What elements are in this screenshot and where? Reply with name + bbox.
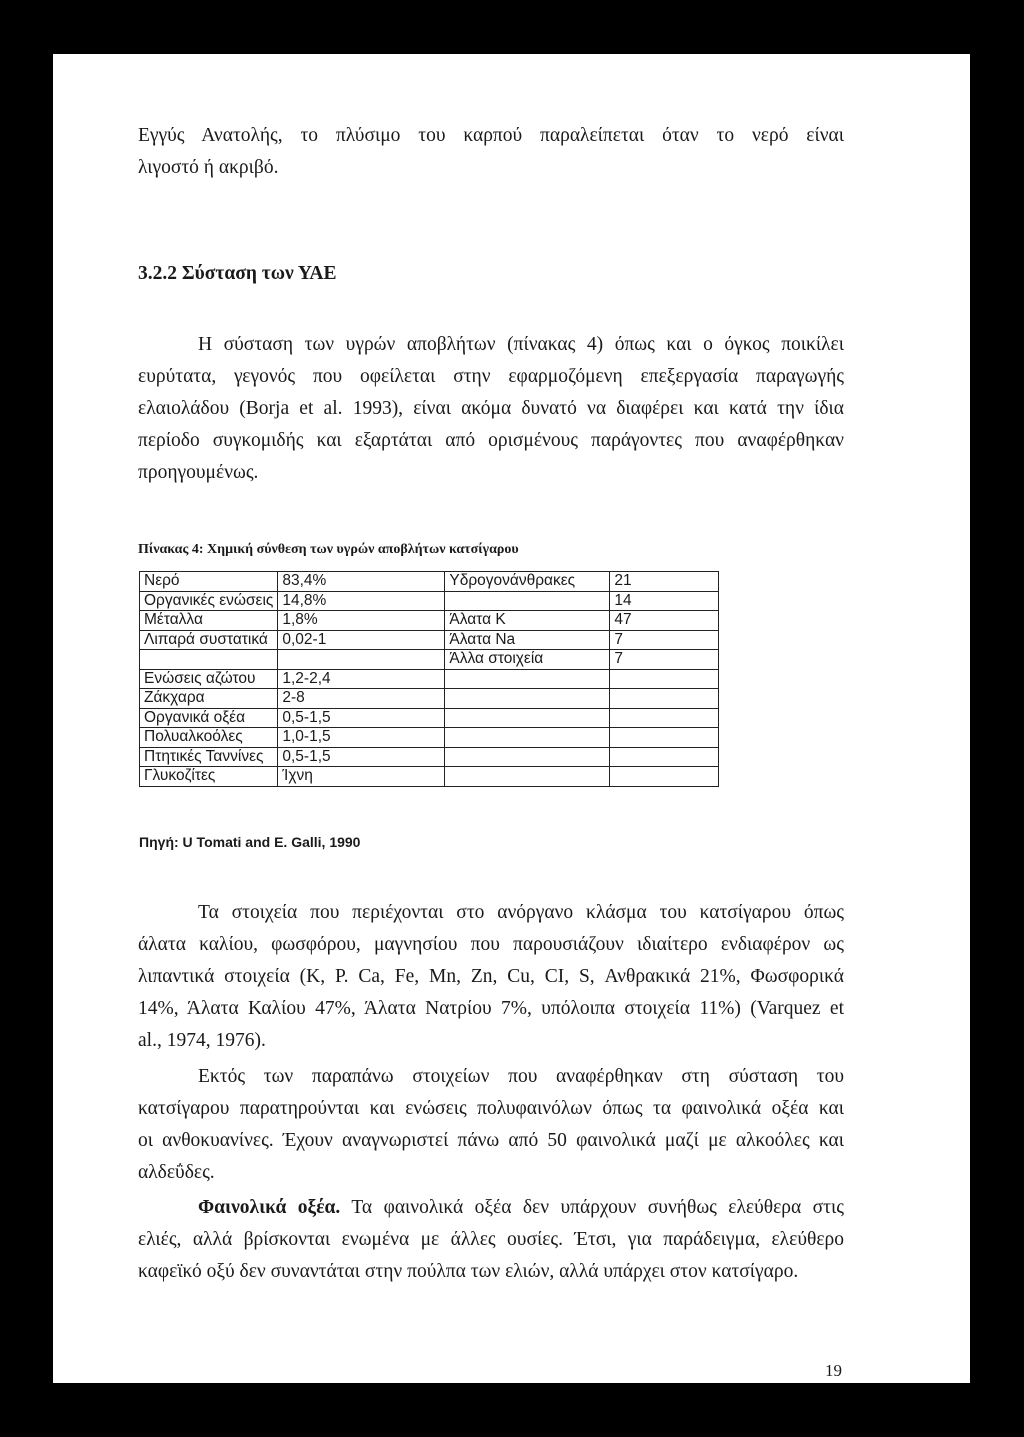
- table-cell: [445, 767, 610, 787]
- table-row: [140, 728, 719, 748]
- text-line: ελαιολάδου (Borja et al. 1993), είναι ακόμα δυνατό να διαφέρει και κατά την ίδια: [138, 398, 844, 419]
- text-line: περίοδο συγκομιδής και εξαρτάται από ορισμένους παράγοντες που αναφέρθηκαν: [138, 430, 844, 451]
- text-line-content: Η σύσταση των υγρών αποβλήτων (πίνακας 4) όπως και ο όγκος ποικίλει: [198, 334, 844, 355]
- table-cell: 47: [610, 611, 719, 631]
- table-cell: [610, 708, 719, 728]
- text-line: 14%, Άλατα Καλίου 47%, Άλατα Νατρίου 7%, υπόλοιπα στοιχεία 11%) (Varquez et: [138, 998, 844, 1019]
- table-cell: Μέταλλα: [140, 611, 278, 631]
- table-cell: [445, 747, 610, 767]
- table-row: [140, 591, 719, 611]
- table-cell: 1,2-2,4: [278, 669, 445, 689]
- elements-paragraph: [138, 897, 844, 1057]
- text-line: αλδεΰδες.: [138, 1162, 215, 1183]
- table-cell: 1,0-1,5: [278, 728, 445, 748]
- text-line: καφεϊκό οξύ δεν συναντάται στην πούλπα των ελιών, αλλά υπάρχει στον κατσίγαρο.: [138, 1261, 799, 1282]
- text-line: [138, 329, 844, 361]
- text-line-content: Τα στοιχεία που περιέχονται στο ανόργανο κλάσμα του κατσίγαρου όπως: [198, 902, 844, 923]
- table-cell: Ενώσεις αζώτου: [140, 669, 278, 689]
- table-cell: Οργανικές ενώσεις: [140, 591, 278, 611]
- table-cell: Υδρογονάνθρακες: [445, 572, 610, 592]
- text-line: [138, 1061, 844, 1093]
- table-cell: 0,5-1,5: [278, 708, 445, 728]
- table-cell: Νερό: [140, 572, 278, 592]
- table-row: [140, 689, 719, 709]
- text-line: ευρύτατα, γεγονός που οφείλεται στην εφαρμοζόμενη επεξεργασία παραγωγής: [138, 366, 844, 387]
- table-cell: [610, 689, 719, 709]
- text-line: Εγγύς Ανατολής, το πλύσιμο του καρπού παραλείπεται όταν το νερό είναι: [138, 125, 844, 146]
- table-cell: [610, 747, 719, 767]
- text-line: ελιές, αλλά βρίσκονται ενωμένα με άλλες ουσίες. Έτσι, για παράδειγμα, ελεύθερο: [138, 1229, 844, 1250]
- table-cell: 83,4%: [278, 572, 445, 592]
- table-cell: 2-8: [278, 689, 445, 709]
- table-cell: 7: [610, 630, 719, 650]
- table-cell: [445, 591, 610, 611]
- table-cell: Γλυκοζίτες: [140, 767, 278, 787]
- table-cell: 14: [610, 591, 719, 611]
- table-cell: [445, 689, 610, 709]
- text-line: άλατα καλίου, φωσφόρου, μαγνησίου που παρουσιάζουν ιδιαίτερο ενδιαφέρον ως: [138, 934, 844, 955]
- table-row: [140, 708, 719, 728]
- table-source: Πηγή: U Tomati and E. Galli, 1990: [139, 834, 361, 850]
- table-cell: [445, 708, 610, 728]
- table-cell: 14,8%: [278, 591, 445, 611]
- intro-paragraph: [138, 120, 844, 184]
- text-line: προηγουμένως.: [138, 462, 259, 483]
- table-cell: Πολυαλκοόλες: [140, 728, 278, 748]
- text-line: al., 1974, 1976).: [138, 1030, 266, 1051]
- table-cell: Ζάκχαρα: [140, 689, 278, 709]
- table-cell: [610, 669, 719, 689]
- text-line: λιπαντικά στοιχεία (K, P. Ca, Fe, Mn, Zn, Cu, CI, S, Ανθρακικά 21%, Φωσφορικά: [138, 966, 844, 987]
- section-heading: 3.2.2 Σύσταση των ΥΑΕ: [138, 263, 337, 284]
- page-number: 19: [825, 1361, 842, 1380]
- table-cell: [140, 650, 278, 670]
- text-line: οι ανθοκυανίνες. Έχουν αναγνωριστεί πάνω από 50 φαινολικά μαζί με αλκοόλες και: [138, 1130, 844, 1151]
- table-cell: 21: [610, 572, 719, 592]
- table-cell: Λιπαρά συστατικά: [140, 630, 278, 650]
- table-cell: Άλατα K: [445, 611, 610, 631]
- phenolic-acids-term: Φαινολικά οξέα.: [198, 1197, 341, 1218]
- text-line: λιγοστό ή ακριβό.: [138, 157, 279, 178]
- table-row: [140, 669, 719, 689]
- table-cell: 1,8%: [278, 611, 445, 631]
- table-cell: 0,5-1,5: [278, 747, 445, 767]
- phenolic-acids-paragraph: [138, 1192, 844, 1288]
- text-line: [138, 1192, 844, 1224]
- table-cell: Οργανικά οξέα: [140, 708, 278, 728]
- table-cell: 7: [610, 650, 719, 670]
- document-page: [53, 54, 970, 1383]
- table-caption: Πίνακας 4: Χημική σύνθεση των υγρών αποβλήτων κατσίγαρου: [138, 542, 519, 557]
- text-line: [138, 897, 844, 929]
- table-cell: 0,02-1: [278, 630, 445, 650]
- table-row: [140, 747, 719, 767]
- text-line-content: Τα φαινολικά οξέα δεν υπάρχουν συνήθως ελεύθερα στις: [340, 1197, 844, 1218]
- table-cell: [610, 728, 719, 748]
- table-cell: Πτητικές Ταννίνες: [140, 747, 278, 767]
- table-row: [140, 767, 719, 787]
- table-row: [140, 650, 719, 670]
- table-cell: [445, 728, 610, 748]
- composition-paragraph: [138, 329, 844, 489]
- table-row: [140, 630, 719, 650]
- text-line: κατσίγαρου παρατηρούνται και ενώσεις πολυφαινόλων όπως τα φαινολικά οξέα και: [138, 1098, 844, 1119]
- polyphenols-paragraph: [138, 1061, 844, 1189]
- table-cell: Ίχνη: [278, 767, 445, 787]
- table-cell: Άλλα στοιχεία: [445, 650, 610, 670]
- table-row: [140, 611, 719, 631]
- table-cell: [278, 650, 445, 670]
- text-line-content: Εκτός των παραπάνω στοιχείων που αναφέρθηκαν στη σύσταση του: [198, 1066, 844, 1087]
- composition-table: [139, 571, 719, 787]
- table-cell: [610, 767, 719, 787]
- table-row: [140, 572, 719, 592]
- table-cell: Άλατα Na: [445, 630, 610, 650]
- table-cell: [445, 669, 610, 689]
